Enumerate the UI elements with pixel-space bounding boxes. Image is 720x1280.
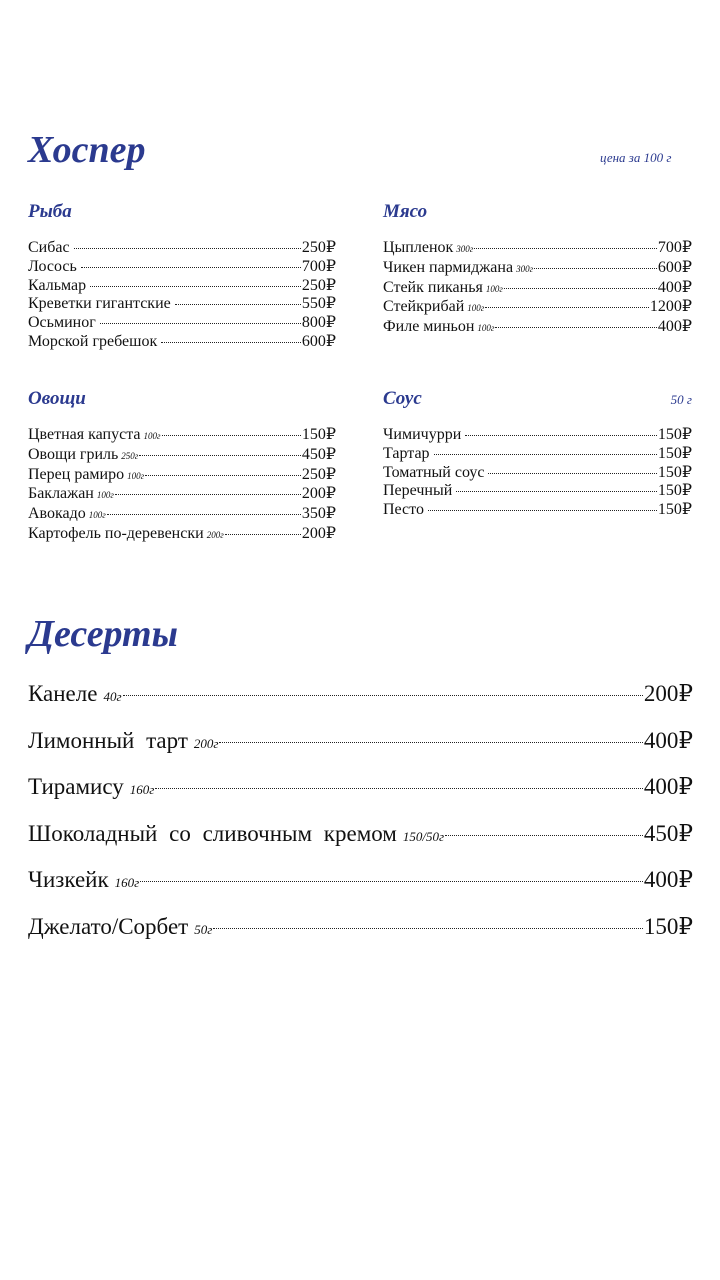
item-price: 400₽: [657, 318, 692, 336]
item-price: 150₽: [657, 501, 692, 519]
item-price: 400₽: [643, 867, 693, 893]
menu-item: [28, 314, 336, 333]
sauce-weight-note: 50 г: [670, 392, 692, 407]
dot-leader: [123, 695, 643, 696]
item-price: 1200₽: [649, 298, 692, 316]
dot-leader: [139, 455, 301, 456]
item-weight: 100г: [485, 283, 503, 294]
item-name: Авокадо: [28, 505, 86, 523]
item-name: Стейкрибай: [383, 298, 465, 316]
dot-leader: [155, 788, 643, 789]
item-price: 150₽: [657, 463, 692, 481]
item-price: 800₽: [301, 314, 336, 332]
category-meat: [383, 199, 692, 338]
dot-leader: [74, 248, 301, 249]
category-title-sauce: Соус: [383, 388, 422, 409]
dot-leader: [175, 304, 301, 305]
dot-leader: [161, 342, 301, 343]
menu-item: [383, 239, 692, 259]
menu-item: [28, 426, 336, 446]
menu-item: [28, 258, 336, 277]
dot-leader: [534, 268, 657, 269]
item-price: 400₽: [643, 774, 693, 800]
dot-leader: [107, 514, 301, 515]
item-price: 150₽: [643, 913, 693, 939]
item-name: Тирамису: [28, 774, 124, 800]
dot-leader: [219, 742, 642, 743]
item-price: 400₽: [657, 278, 692, 296]
item-price: 600₽: [657, 258, 692, 276]
dot-leader: [488, 473, 656, 474]
item-name: Перец рамиро: [28, 465, 125, 483]
dot-leader: [145, 475, 301, 476]
item-price: 450₽: [643, 820, 693, 846]
item-price: 450₽: [301, 445, 336, 463]
item-name: Стейк пиканья: [383, 278, 483, 296]
item-price: 150₽: [657, 426, 692, 443]
menu-item: [28, 765, 693, 812]
dot-leader: [445, 835, 643, 836]
menu-item: [383, 298, 692, 318]
item-price: 550₽: [301, 295, 336, 313]
dot-leader: [100, 323, 301, 324]
item-name: Тартар: [383, 444, 430, 462]
meat-list: [383, 239, 692, 338]
vegetables-list: [28, 426, 336, 545]
item-price: 150₽: [301, 426, 336, 443]
menu-item: [383, 464, 692, 483]
category-title-vegetables: Овощи: [28, 388, 86, 409]
item-weight: 100г: [96, 490, 114, 501]
item-weight: 100г: [477, 323, 495, 334]
dot-leader: [428, 510, 657, 511]
menu-item: [28, 812, 693, 859]
item-name: Цветная капуста: [28, 426, 141, 443]
menu-item: [383, 279, 692, 299]
item-name: Кальмар: [28, 276, 87, 294]
dot-leader: [213, 928, 643, 929]
category-vegetables: [28, 386, 336, 545]
menu-item: [28, 333, 336, 352]
item-price: 200₽: [301, 485, 336, 503]
menu-item: [28, 905, 693, 952]
item-name: Лосось: [28, 257, 77, 275]
menu-item: [28, 719, 693, 766]
menu-item: [383, 318, 692, 338]
dot-leader: [456, 491, 657, 492]
menu-item: [28, 446, 336, 466]
item-name: Чизкейк: [28, 867, 109, 893]
dot-leader: [90, 286, 301, 287]
dot-leader: [474, 248, 657, 249]
menu-item: [28, 485, 336, 505]
item-weight: 50г: [194, 921, 213, 937]
dot-leader: [434, 454, 657, 455]
section-title-hosper: Хоспер: [28, 129, 146, 171]
item-price: 200₽: [301, 524, 336, 542]
item-price: 150₽: [657, 444, 692, 462]
section-title-desserts: Десерты: [28, 613, 178, 655]
item-name: Перечный: [383, 482, 453, 500]
menu-item: [28, 525, 336, 545]
item-price: 150₽: [657, 482, 692, 500]
item-weight: 300г: [456, 244, 474, 254]
item-price: 250₽: [301, 465, 336, 483]
item-name: Шоколадный со сливочным кремом: [28, 820, 397, 846]
item-weight: 160г: [129, 782, 155, 798]
menu-item: [383, 445, 692, 464]
fish-list: [28, 239, 336, 352]
category-fish: [28, 199, 336, 352]
menu-item: [28, 277, 336, 296]
dot-leader: [162, 435, 301, 436]
dot-leader: [81, 267, 301, 268]
category-sauce: [383, 386, 692, 520]
item-weight: 100г: [143, 431, 161, 441]
item-name: Цыпленок: [383, 239, 454, 256]
item-price: 250₽: [301, 239, 336, 256]
menu-item: [383, 259, 692, 279]
item-name: Лимонный тарт: [28, 727, 188, 753]
item-price: 700₽: [301, 257, 336, 275]
item-name: Джелато/Сорбет: [28, 913, 189, 939]
item-weight: 150/50г: [402, 828, 445, 844]
menu-item: [28, 466, 336, 486]
dot-leader: [140, 881, 643, 882]
dot-leader: [225, 534, 301, 535]
menu-item: [28, 505, 336, 525]
item-weight: 100г: [88, 510, 106, 521]
desserts-list: [28, 672, 693, 952]
item-name: Сибас: [28, 239, 70, 256]
item-weight: 200г: [193, 735, 219, 751]
item-name: Баклажан: [28, 485, 94, 503]
item-price: 350₽: [301, 505, 336, 523]
item-name: Креветки гигантские: [28, 295, 171, 313]
menu-item: [383, 426, 692, 445]
item-price: 700₽: [657, 239, 692, 256]
menu-item: [28, 239, 336, 258]
item-price: 250₽: [301, 276, 336, 294]
item-weight: 160г: [114, 875, 140, 891]
sauce-list: [383, 426, 692, 520]
menu-item: [28, 295, 336, 314]
item-price: 600₽: [301, 332, 336, 350]
dot-leader: [504, 288, 657, 289]
item-name: Морской гребешок: [28, 332, 158, 350]
dot-leader: [495, 327, 656, 328]
item-weight: 100г: [127, 470, 145, 481]
category-title-meat: Мясо: [383, 201, 428, 222]
item-price: 400₽: [643, 727, 693, 753]
price-note: цена за 100 г: [600, 150, 672, 165]
item-name: Песто: [383, 501, 424, 519]
menu-item: [28, 672, 693, 719]
item-name: Овощи гриль: [28, 445, 119, 463]
item-name: Осьминог: [28, 314, 96, 332]
item-name: Филе миньон: [383, 318, 475, 336]
dot-leader: [465, 435, 657, 436]
dot-leader: [485, 307, 649, 308]
item-price: 200₽: [643, 681, 693, 706]
item-name: Картофель по-деревенски: [28, 524, 204, 542]
item-weight: 300г: [516, 263, 534, 274]
item-weight: 250г: [121, 450, 139, 461]
menu-item: [383, 482, 692, 501]
menu-item: [383, 501, 692, 520]
dot-leader: [115, 494, 301, 495]
category-title-fish: Рыба: [28, 201, 72, 222]
item-name: Чимичурри: [383, 426, 462, 443]
item-name: Томатный соус: [383, 463, 485, 481]
item-name: Канеле: [28, 681, 98, 706]
item-weight: 40г: [103, 689, 122, 704]
item-weight: 100г: [467, 303, 485, 314]
item-name: Чикен пармиджана: [383, 258, 514, 276]
menu-item: [28, 858, 693, 905]
item-weight: 200г: [206, 529, 224, 540]
